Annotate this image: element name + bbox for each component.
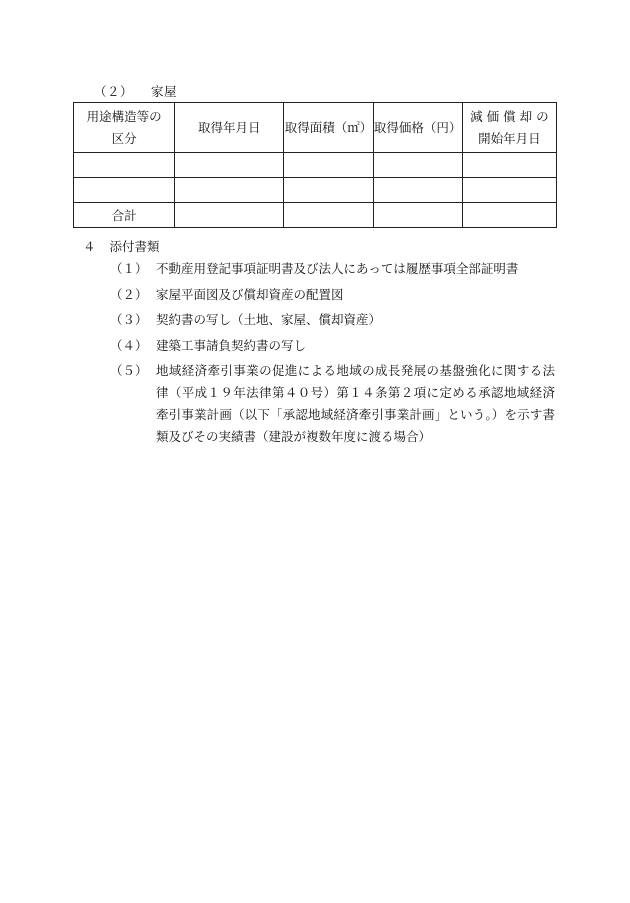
total-cell[interactable] (284, 203, 373, 228)
header-acquisition-area: 取得面積（㎡） (284, 103, 373, 153)
header-depreciation-start (462, 103, 556, 153)
table-cell[interactable] (284, 178, 373, 203)
list-item-number: （２） (110, 286, 148, 302)
house-table-header-row (74, 103, 557, 153)
house-section-title: 家屋 (151, 84, 178, 99)
list-item (110, 309, 555, 331)
table-cell[interactable] (175, 153, 284, 178)
attachments-list (110, 258, 555, 452)
table-cell[interactable] (175, 178, 284, 203)
header-acquisition-date: 取得年月日 (175, 103, 284, 153)
list-item (110, 258, 555, 280)
table-cell[interactable] (74, 178, 175, 203)
list-item (110, 335, 555, 357)
list-item-number: （５） (110, 363, 148, 378)
table-row (74, 153, 557, 178)
attachments-number: ４ (83, 239, 96, 254)
list-item (110, 284, 555, 306)
table-cell[interactable] (462, 153, 556, 178)
total-cell[interactable] (462, 203, 556, 228)
house-table (73, 102, 557, 228)
header-depreciation-start-line1: 減 価 償 却 の (470, 108, 549, 124)
list-item (110, 360, 555, 448)
list-item-text: 不動産用登記事項証明書及び法人にあっては履歴事項全部証明書 (156, 261, 519, 276)
list-item-number: （３） (110, 312, 148, 327)
header-depreciation-start-line2: 開始年月日 (478, 130, 541, 146)
list-item-text: 家屋平面図及び償却資産の配置図 (156, 286, 344, 302)
table-cell[interactable] (462, 178, 556, 203)
total-row (74, 203, 557, 228)
table-cell[interactable] (74, 153, 175, 178)
total-cell[interactable] (373, 203, 462, 228)
total-cell[interactable] (175, 203, 284, 228)
list-item-number: （４） (110, 337, 148, 353)
table-cell[interactable] (373, 153, 462, 178)
total-label: 合計 (74, 203, 175, 228)
header-usage-structure-line1: 用途構造等の (86, 108, 162, 124)
table-cell[interactable] (284, 153, 373, 178)
attachments-title: 添付書類 (109, 239, 160, 254)
house-section-number: （２） (94, 84, 134, 99)
table-cell[interactable] (373, 178, 462, 203)
header-usage-structure-line2: 区分 (111, 130, 137, 146)
list-item-text: 建築工事請負契約書の写し (156, 337, 307, 353)
header-acquisition-price: 取得価格（円） (373, 103, 462, 153)
list-item-text: 地域経済牽引事業の促進による地域の成長発展の基盤強化に関する法律（平成１９年法律第４０号）第１４条第２項に定める承認地域経済牽引事業計画（以下「承認地域経済牽引事業計画」という。）を示す書類及びその実績書（建設が複数年度に渡る場合） (156, 363, 555, 444)
attachments-heading (83, 237, 160, 255)
table-row (74, 178, 557, 203)
house-section-heading (94, 82, 177, 100)
list-item-text: 契約書の写し（土地、家屋、償却資産） (156, 312, 382, 327)
list-item-number: （１） (110, 261, 148, 276)
header-usage-structure (74, 103, 175, 153)
